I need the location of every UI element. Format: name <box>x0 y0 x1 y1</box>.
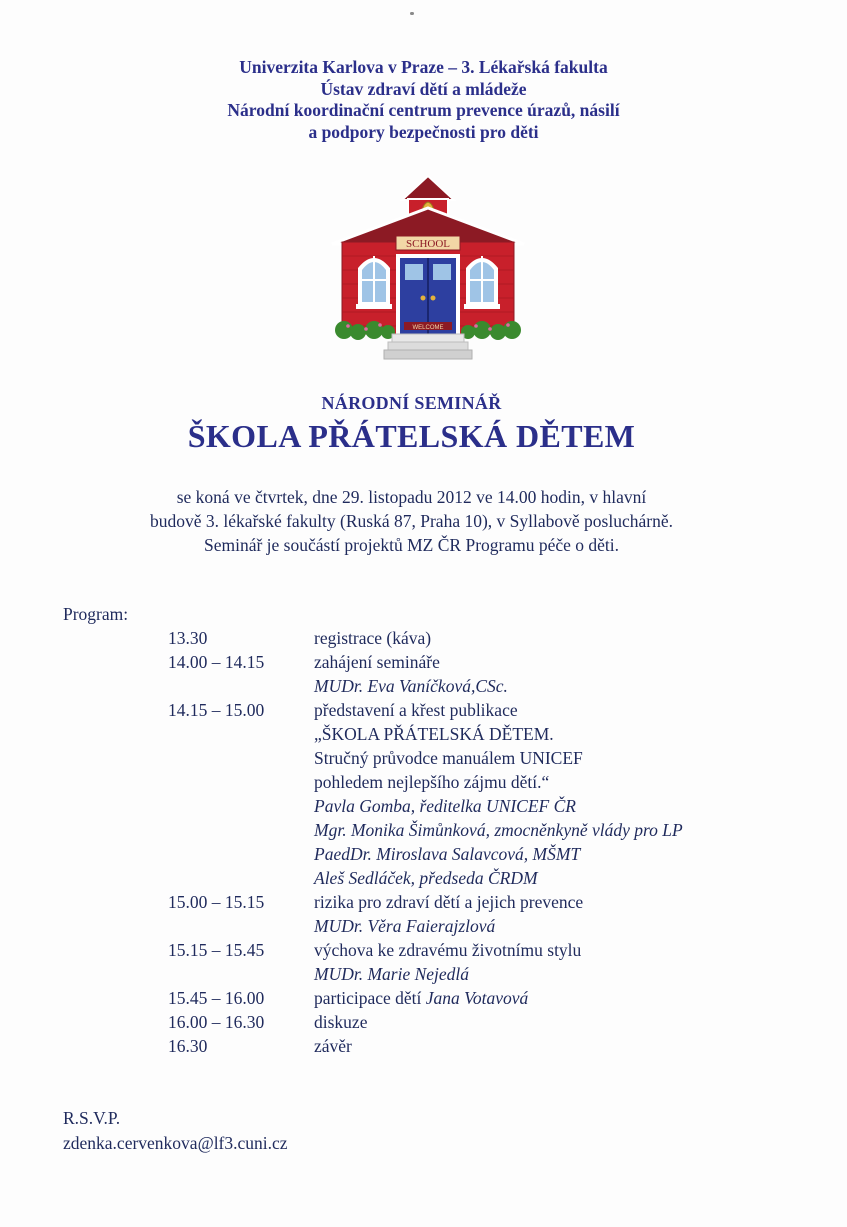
program-row <box>0 892 847 916</box>
program-item <box>314 892 583 913</box>
program-item-text: Aleš Sedláček, předseda ČRDM <box>314 868 538 888</box>
program-row <box>0 652 847 676</box>
program-row <box>0 844 847 868</box>
seminar-intro <box>0 485 823 557</box>
program-item-text: zahájení semináře <box>314 652 440 672</box>
program-item-text: představení a křest publikace <box>314 700 518 720</box>
program-time: 15.45 – 16.00 <box>168 988 265 1008</box>
welcome-mat-text: WELCOME <box>412 325 444 331</box>
program-item-text: pohledem nejlepšího zájmu dětí.“ <box>314 772 550 792</box>
rsvp-email[interactable]: zdenka.cervenkova@lf3.cuni.cz <box>63 1133 288 1153</box>
program-row <box>0 772 847 796</box>
program-item <box>314 940 581 961</box>
program-item-text: rizika pro zdraví dětí a jejich prevence <box>314 892 584 912</box>
program-item <box>314 1012 367 1033</box>
program-item <box>314 988 528 1009</box>
program-schedule <box>0 628 847 1060</box>
program-row <box>0 724 847 748</box>
program-item <box>314 700 518 721</box>
program-time: 15.00 – 15.15 <box>168 892 265 912</box>
header-line-institute: Ústav zdraví dětí a mládeže <box>320 78 527 99</box>
program-item <box>314 628 431 649</box>
program-item-text: MUDr. Eva Vaníčková,CSc. <box>314 676 508 696</box>
intro-line-project: Seminář je součástí projektů MZ ČR Programu péče o děti. <box>203 535 620 555</box>
program-item-text: registrace (káva) <box>314 628 432 648</box>
program-item <box>314 820 683 841</box>
program-row <box>0 748 847 772</box>
intro-line-date: se koná ve čtvrtek, dne 29. listopadu 2012 ve 14.00 hodin, v hlavní <box>176 487 647 507</box>
school-building-illustration <box>330 172 526 364</box>
program-row <box>0 988 847 1012</box>
program-row <box>0 700 847 724</box>
program-item-text: MUDr. Marie Nejedlá <box>314 964 470 984</box>
program-row <box>0 1012 847 1036</box>
program-row <box>0 940 847 964</box>
program-item <box>314 676 508 697</box>
program-item-text: Mgr. Monika Šimůnková, zmocněnkyně vlády pro LP <box>314 820 683 840</box>
program-row <box>0 868 847 892</box>
intro-line-venue: budově 3. lékařské fakulty (Ruská 87, Praha 10), v Syllabově posluchárně. <box>150 511 673 531</box>
program-time: 14.00 – 14.15 <box>168 652 265 672</box>
program-item-text: MUDr. Věra Faierajzlová <box>314 916 496 936</box>
program-item-text: participace dětí <box>314 988 422 1008</box>
program-item-text: PaedDr. Miroslava Salavcová, MŠMT <box>314 844 581 864</box>
program-item <box>314 868 538 889</box>
program-row <box>0 628 847 652</box>
program-row <box>0 676 847 700</box>
program-time: 16.00 – 16.30 <box>168 1012 265 1032</box>
program-label: Program: <box>63 604 129 624</box>
program-item <box>314 1036 352 1057</box>
program-item <box>314 772 549 793</box>
program-item-text: závěr <box>314 1036 352 1056</box>
program-item-text: Pavla Gomba, ředitelka UNICEF ČR <box>314 796 576 816</box>
rsvp-block <box>63 1106 288 1156</box>
program-time: 13.30 <box>168 628 208 648</box>
program-item-text: Stručný průvodce manuálem UNICEF <box>314 748 583 768</box>
program-item-text: výchova ke zdravému životnímu stylu <box>314 940 582 960</box>
program-item <box>314 748 583 769</box>
program-item-text: „ŠKOLA PŘÁTELSKÁ DĚTEM. <box>314 724 554 744</box>
seminar-label: NÁRODNÍ SEMINÁŘ <box>321 393 502 413</box>
scan-speck <box>410 12 414 15</box>
program-time: 15.15 – 15.45 <box>168 940 265 960</box>
program-item <box>314 724 554 745</box>
header-line-center-cont: a podpory bezpečnosti pro děti <box>308 121 539 142</box>
program-row <box>0 916 847 940</box>
school-sign-text: SCHOOL <box>405 238 451 250</box>
rsvp-label: R.S.V.P. <box>63 1108 121 1128</box>
program-time: 14.15 – 15.00 <box>168 700 265 720</box>
program-row <box>0 820 847 844</box>
header-line-university: Univerzita Karlova v Praze – 3. Lékařská fakulta <box>239 57 608 77</box>
program-time: 16.30 <box>168 1036 208 1056</box>
header-line-center: Národní koordinační centrum prevence úrazů, násilí <box>227 100 620 120</box>
program-item <box>314 796 576 817</box>
program-item-speaker: Jana Votavová <box>425 988 529 1008</box>
seminar-title: ŠKOLA PŘÁTELSKÁ DĚTEM <box>187 418 636 454</box>
program-row <box>0 1036 847 1060</box>
program-item-text: diskuze <box>314 1012 368 1032</box>
program-item <box>314 964 469 985</box>
program-item <box>314 652 440 673</box>
program-item <box>314 844 580 865</box>
program-item <box>314 916 495 937</box>
institution-header <box>0 57 847 143</box>
program-row <box>0 964 847 988</box>
program-row <box>0 796 847 820</box>
